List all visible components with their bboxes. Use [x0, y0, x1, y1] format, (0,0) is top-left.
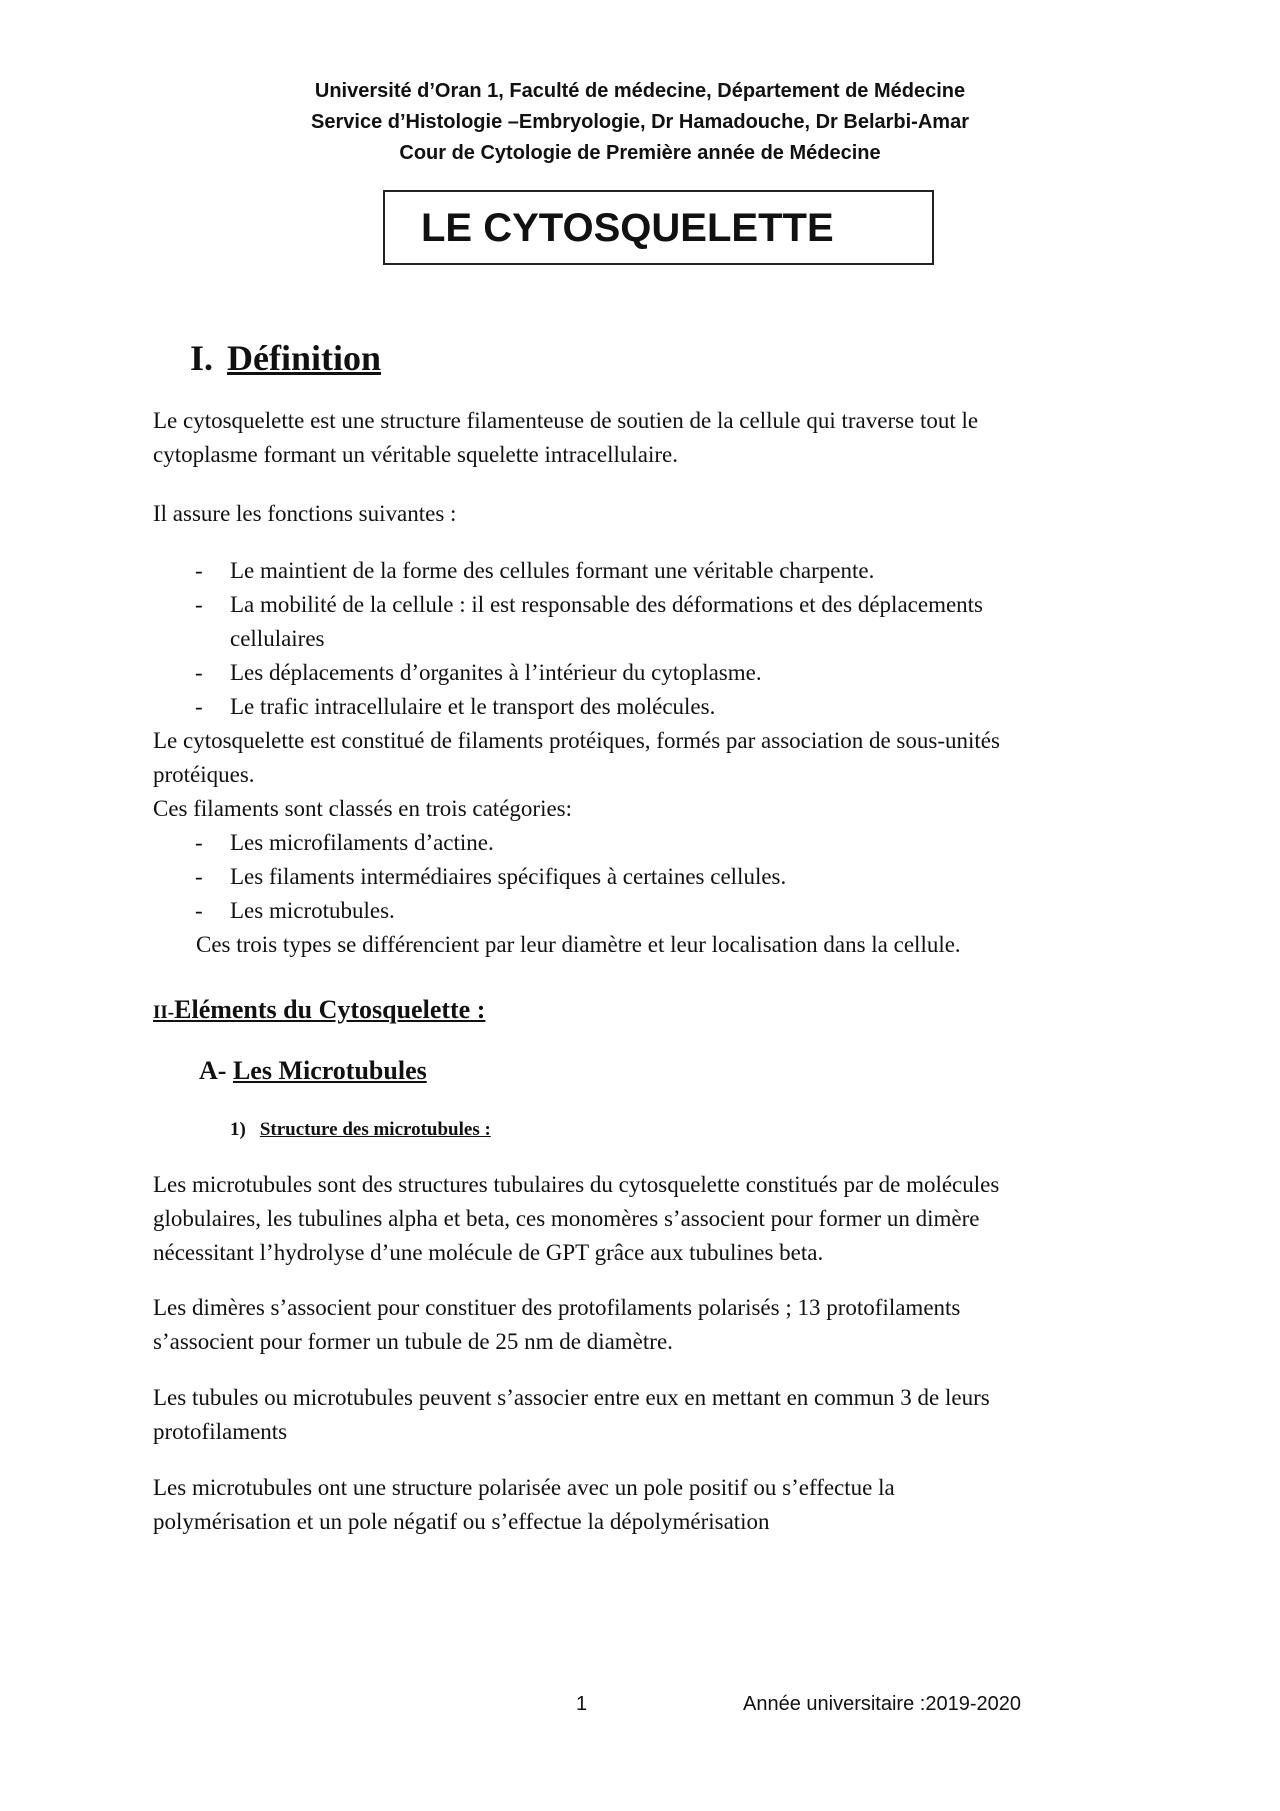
- list-item: [195, 860, 1135, 894]
- paragraph-microtubules-2: [153, 1291, 1133, 1359]
- list-item: [195, 894, 1135, 928]
- subsubsection-prefix: 1): [230, 1119, 246, 1140]
- header-institution: Université d’Oran 1, Faculté de médecine, Département de Médecine: [314, 80, 966, 102]
- bullet-dash: -: [195, 592, 203, 617]
- text-line: Le cytosquelette est constitué de filaments protéiques, formés par association de sous-unités: [153, 728, 1000, 753]
- text-line: Les tubules ou microtubules peuvent s’associer entre eux en mettant en commun 3 de leurs: [153, 1385, 990, 1410]
- text-line: protofilaments: [153, 1419, 288, 1444]
- section-heading-definition: [190, 336, 381, 380]
- paragraph-microtubules-1: [153, 1168, 1133, 1270]
- paragraph-types-summary: Ces trois types se différencient par leur diamètre et leur localisation dans la cellule.: [196, 932, 961, 957]
- header-service: Service d’Histologie –Embryologie, Dr Hamadouche, Dr Belarbi-Amar: [311, 111, 969, 133]
- bullet-dash: -: [195, 694, 203, 719]
- section-title: Eléments du Cytosquelette :: [174, 995, 486, 1024]
- bullet-dash: -: [195, 830, 203, 855]
- list-item: [195, 588, 1135, 656]
- text-line: cytoplasme formant un véritable squelette intracellulaire.: [153, 442, 678, 467]
- list-item: [195, 554, 1135, 588]
- section-heading-elements: [153, 992, 485, 1031]
- title-box: [383, 190, 934, 265]
- text-line: polymérisation et un pole négatif ou s’effectue la dépolymérisation: [153, 1509, 770, 1534]
- page-title: LE CYTOSQUELETTE: [421, 206, 834, 250]
- text-line: s’associent pour former un tubule de 25 nm de diamètre.: [153, 1329, 673, 1354]
- list-item-text: Le trafic intracellulaire et le transport des molécules.: [230, 694, 716, 719]
- section-number: I.: [190, 338, 214, 378]
- list-item: [195, 656, 1135, 690]
- subsection-prefix: A-: [199, 1056, 227, 1085]
- list-item-text: Les filaments intermédiaires spécifiques à certaines cellules.: [230, 864, 787, 889]
- bullet-dash: -: [195, 898, 203, 923]
- list-item-text: Les microfilaments d’actine.: [230, 830, 494, 855]
- subsubsection-heading-structure: [230, 1117, 491, 1143]
- text-line: globulaires, les tubulines alpha et beta, ces monomères s’associent pour former un dimère: [153, 1206, 980, 1231]
- section-title: Définition: [227, 338, 382, 378]
- document-header: [0, 76, 1280, 169]
- text-line: protéiques.: [153, 762, 255, 787]
- academic-year: Année universitaire :2019-2020: [743, 1693, 1021, 1715]
- text-line: Les microtubules ont une structure polarisée avec un pole positif ou s’effectue la: [153, 1475, 895, 1500]
- paragraph-functions-lead: Il assure les fonctions suivantes :: [153, 501, 457, 526]
- text-line: nécessitant l’hydrolyse d’une molécule de GPT grâce aux tubulines beta.: [153, 1240, 824, 1265]
- text-line: Les dimères s’associent pour constituer des protofilaments polarisés ; 13 protofilaments: [153, 1295, 961, 1320]
- list-item-text-continuation: cellulaires: [230, 626, 325, 651]
- list-item-text: La mobilité de la cellule : il est responsable des déformations et des déplacements: [230, 592, 984, 617]
- paragraph-categories-lead: Ces filaments sont classés en trois catégories:: [153, 796, 573, 821]
- list-item-text: Les déplacements d’organites à l’intérieur du cytoplasme.: [230, 660, 762, 685]
- paragraph-intro: [153, 404, 1133, 472]
- list-item: [195, 826, 1135, 860]
- subsubsection-title: Structure des microtubules :: [259, 1119, 491, 1140]
- list-item-text: Le maintient de la forme des cellules formant une véritable charpente.: [230, 558, 875, 583]
- page-number: 1: [576, 1693, 588, 1715]
- list-item: [195, 690, 1135, 724]
- text-line: Les microtubules sont des structures tubulaires du cytosquelette constitués par de molécules: [153, 1172, 1000, 1197]
- paragraph-composition: [153, 724, 1133, 792]
- subsection-heading-microtubules: [199, 1053, 427, 1089]
- paragraph-microtubules-4: [153, 1471, 1133, 1539]
- list-item-text: Les microtubules.: [230, 898, 395, 923]
- subsection-title: Les Microtubules: [232, 1056, 427, 1085]
- bullet-dash: -: [195, 558, 203, 583]
- bullet-dash: -: [195, 660, 203, 685]
- paragraph-microtubules-3: [153, 1381, 1133, 1449]
- section-prefix: II-: [153, 1002, 175, 1023]
- bullet-dash: -: [195, 864, 203, 889]
- text-line: Le cytosquelette est une structure filamenteuse de soutien de la cellule qui traverse tout le: [153, 408, 979, 433]
- header-course: Cour de Cytologie de Première année de Médecine: [399, 142, 881, 164]
